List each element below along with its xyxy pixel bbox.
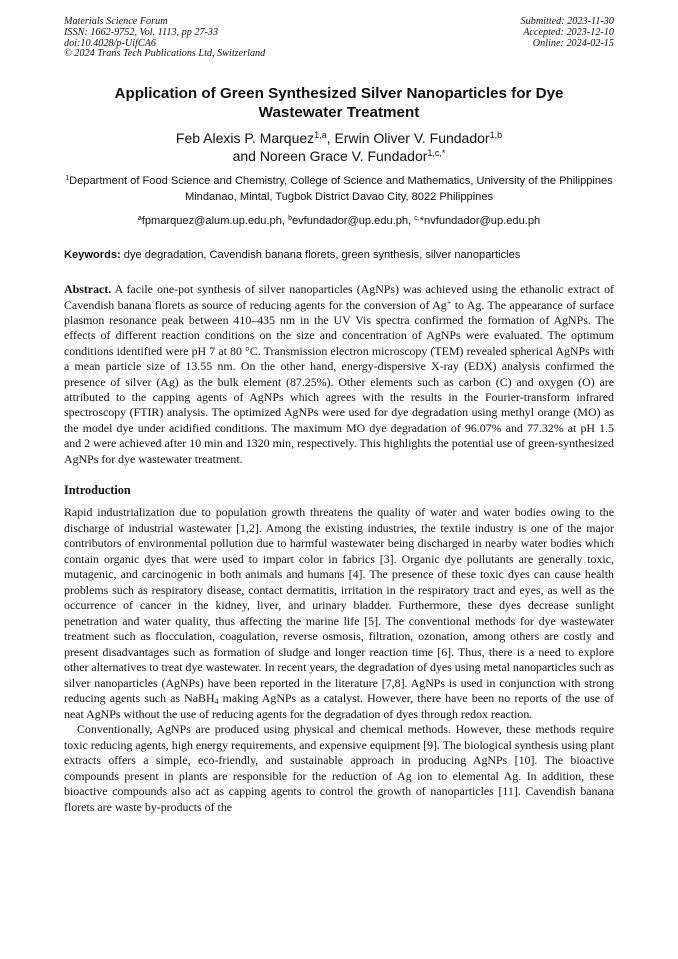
body-paragraph: Conventionally, AgNPs are produced using physical and chemical methods. However, these methods require toxic reducing agents, high energy requirements, and expensive equipment [9]. The biological synthesis using plant extracts offers a simple, eco-friendly, and sustainable approach in producing AgNPs [10]. The bioactive compounds present in plants are responsible for the reduction of Ag ion to elemental Ag. In addition, these bioactive compounds also act as capping agents to control the growth of nanoparticles [11]. Cavendish banana florets are waste by-products of the [64, 722, 614, 814]
journal-name: Materials Science Forum [64, 16, 168, 27]
email-link[interactable]: evfundador@up.edu.ph, [291, 215, 415, 228]
affiliation [64, 174, 614, 205]
abstract-text: to Ag. The appearance of surface plasmon resonance peak between 410–435 nm in the UV Vis spectra confirmed the formation of AgNPs. The effects of different reaction conditions on the size and concentration of AgNPs were evaluated. The optimum conditions identified were pH 7 at 80 °C. Transmission electron microscopy (TEM) revealed spherical AgNPs with a mean particle size of 13.55 nm. On the other hand, energy-dispersive X-ray (EDX) analysis confirmed the presence of silver (Ag) as the bulk element (87.25%). Other elements such as carbon (C) and oxygen (O) are attributed to the capping agents of AgNPs which agrees with the results in the Fourier-transform infrared spectroscopy (FTIR) analysis. The optimized AgNPs were used for dye degradation using methyl orange (MO) as the model dye under acidified conditions. The maximum MO dye degradation of 96.07% and 77.32% at pH 1.5 and 2 were achieved after 10 min and 1320 min, respectively. This highlights the potential use of green-synthesized AgNPs for dye wastewater treatment. [64, 297, 614, 466]
author-name: Erwin Oliver V. Fundador [334, 130, 490, 147]
subscript: 4 [214, 697, 219, 707]
section-heading-introduction: Introduction [64, 483, 131, 498]
author-affil-mark: 1,c,* [427, 148, 446, 159]
author-affil-mark: 1,b [489, 130, 503, 141]
affiliation-text: Department of Food Science and Chemistry, College of Science and Mathematics, University of the Philippines Mindanao, Mintal, Tugbok District Davao City, 8022 Philippines [69, 175, 613, 203]
author-conjunction: and [232, 148, 260, 165]
header-left [64, 17, 265, 60]
author-separator: , [326, 130, 335, 147]
paragraph-text: making AgNPs as a catalyst. However, there have been no reports of the use of neat AgNPs without the use of reducing agents for the degradation of dyes through redox reaction. [64, 691, 615, 721]
email-mark: c, [414, 215, 420, 223]
author-name: Noreen Grace V. Fundador [259, 148, 428, 165]
abstract-text: A facile one-pot synthesis of silver nanoparticles (AgNPs) was achieved using the ethanolic extract of Cavendish banana florets as source of reducing agents for the conversion of Ag [64, 282, 614, 312]
email-mark: b [288, 215, 292, 223]
keywords-label: Keywords: [64, 249, 121, 262]
keywords-text: dye degradation, Cavendish banana florets, green synthesis, silver nanoparticles [120, 249, 521, 262]
online-date: Online: 2024-02-15 [532, 37, 614, 49]
author-emails [64, 214, 614, 228]
paragraph-text: Rapid industrialization due to population growth threatens the quality of water and water bodies owing to the discharge of industrial wastewater [1,2]. Among the existing industries, the textile industry is one of the major contributors of environmental pollution due to harmful wastewater being discharged in nearby water bodies which contain organic dyes that were used to impart color in fabrics [3]. Organic dye pollutants are generally toxic, mutagenic, and carcinogenic in both animals and humans [4]. The presence of these toxic dyes can cause health problems such as respiratory disease, contact dermatitis, irritation in the respiratory tract and eyes, as well as the occurrence of cancer in the kidney, liver, and urinary bladder. Furthermore, these dyes decrease sunlight penetration and water quality, thus affecting the marine life [5]. The conventional methods for dye wastewater treatment such as flocculation, coagulation, reverse osmosis, filtration, ozonation, among others are costly and present disadvantages such as formation of sludge and longer reaction time [6]. Thus, there is a need to explore other alternatives to treat dye wastewater. In recent years, the degradation of dyes using metal nanoparticles such as silver nanoparticles (AgNPs) have been reported in the literature [7,8]. AgNPs is used in conjunction with strong reducing agents such as NaBH [64, 505, 614, 706]
paper-title: Application of Green Synthesized Silver Nanoparticles for Dye Wastewater Treatment [114, 85, 564, 121]
email-link[interactable]: fpmarquez@alum.up.edu.ph, [141, 215, 289, 228]
accepted-date: Accepted: 2023-12-10 [523, 26, 614, 38]
issn: ISSN: 1662-9752, Vol. 1113, pp 27-33 [64, 26, 219, 38]
email-mark: a [137, 215, 142, 223]
submitted-date: Submitted: 2023-11-30 [520, 16, 614, 27]
journal-header [64, 17, 614, 60]
author-name: Feb Alexis P. Marquez [175, 130, 315, 147]
paper-page [64, 17, 614, 815]
abstract [64, 282, 614, 467]
email-link[interactable]: *nvfundador@up.edu.ph [419, 215, 541, 228]
keywords [64, 248, 614, 262]
copyright: © 2024 Trans Tech Publications Ltd, Switzerland [64, 48, 266, 60]
author-list [64, 129, 614, 165]
author-affil-mark: 1,a [314, 130, 327, 141]
doi[interactable]: doi:10.4028/p-UifCA6 [64, 37, 156, 49]
abstract-superscript: + [446, 297, 452, 307]
header-right [521, 17, 614, 60]
abstract-label: Abstract. [64, 282, 112, 297]
affiliation-mark: 1 [65, 175, 70, 183]
body-paragraph [64, 505, 614, 722]
